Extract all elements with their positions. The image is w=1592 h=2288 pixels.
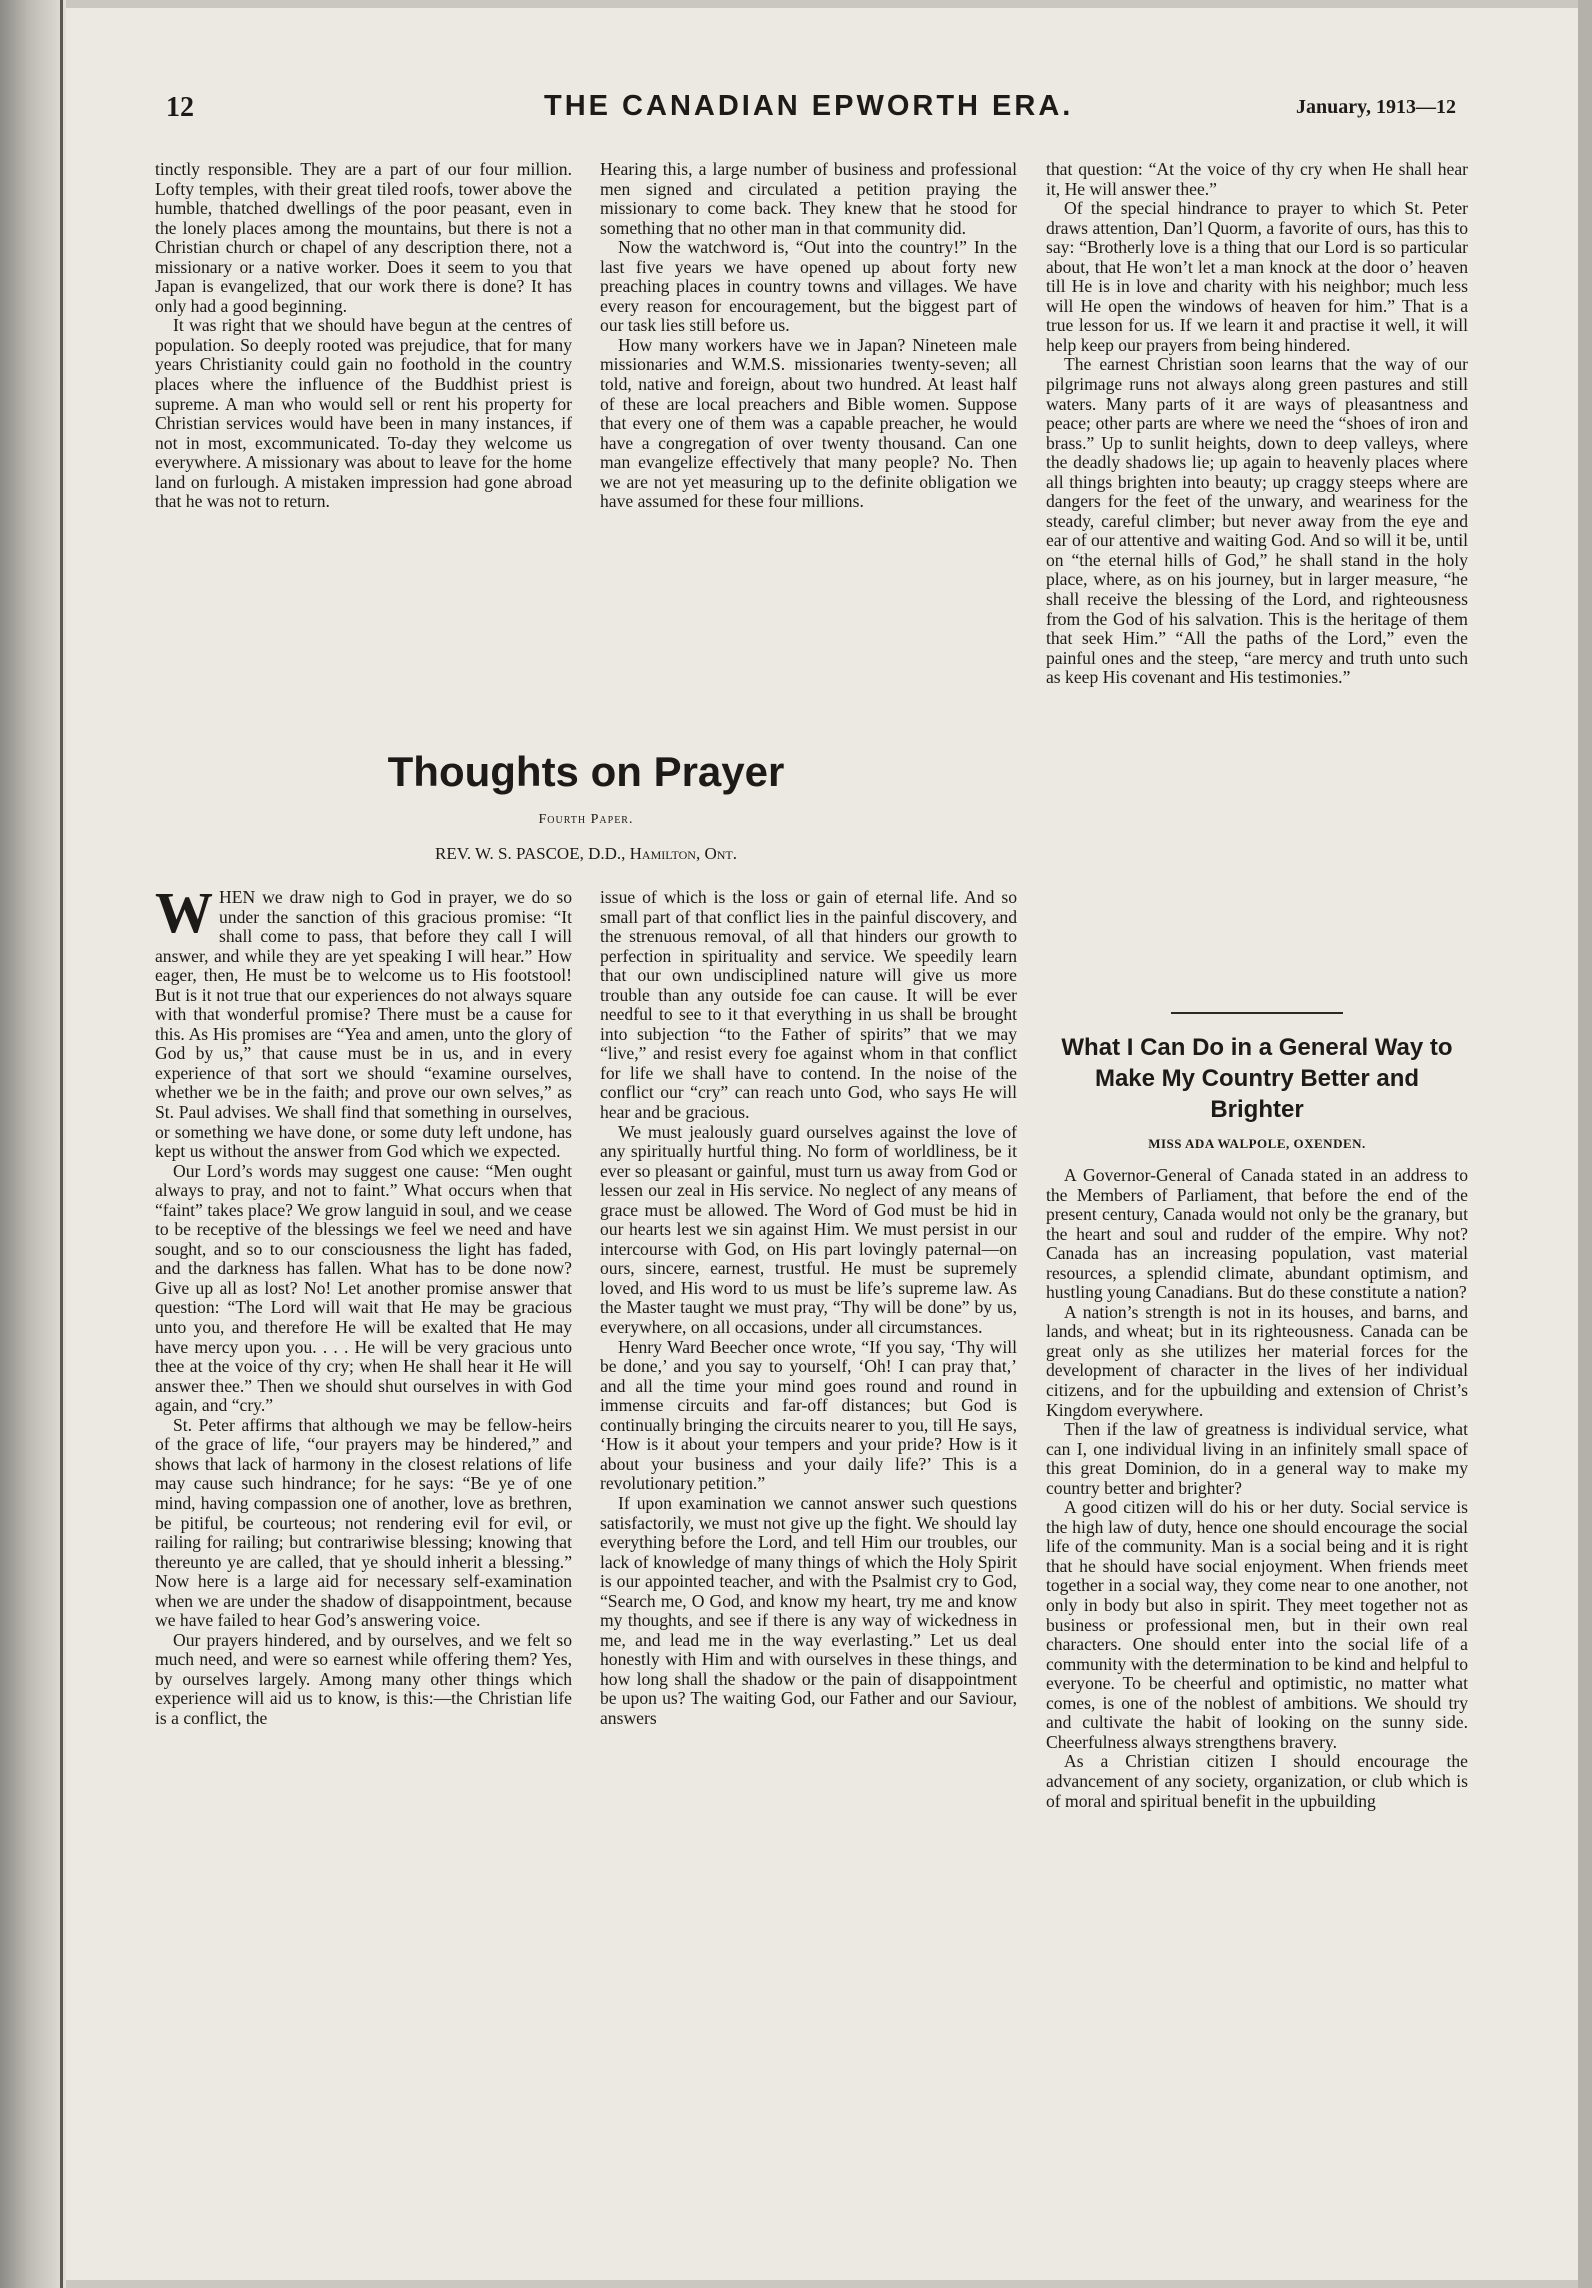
issue-date: January, 1913—12 xyxy=(1296,96,1457,118)
article-byline-2: MISS ADA WALPOLE, OXENDEN. xyxy=(1148,1136,1366,1151)
binding-spine xyxy=(0,0,66,2288)
article-byline xyxy=(155,844,1017,864)
paragraph: tinctly responsible. They are a part of our four million. Lofty temples, with their great tiled roofs, tower above the humble, thatched dwellings of the poor peasant, even in the lonely places among the mountains, but there is not a Christian church or chapel of any description there, not a missionary or a native worker. Does it seem to you that Japan is evangelized, that our work there is done? It has only had a good beginning. xyxy=(155,159,572,316)
paragraph: A nation’s strength is not in its houses, and barns, and lands, and wheat; but in its righteousness. Canada can be great only as she utilizes her material forces for the development of character in the lives of her individual citizens, and for the upbuilding and extension of Christ’s Kingdom everywhere. xyxy=(1046,1301,1468,1420)
page-edge xyxy=(1578,0,1592,2288)
paragraph: If upon examination we cannot answer such questions satisfactorily, we must not give up the fight. We should lay everything before the Lord, and tell Him our troubles, our lack of knowledge of many things of which the Holy Spirit is our appointed teacher, and with the Psalmist cry to God, “Search me, O God, and know my heart, try me and know my thoughts, and see if there is any way of wickedness in me, and lead me in the way everlasting.” Let us deal honestly with Him and with ourselves in these things, and how long shall the shadow or the pain of disappointment be upon us? The waiting God, our Father and our Saviour, answers xyxy=(600,1492,1017,1728)
paragraph: Our Lord’s words may suggest one cause: “Men ought always to pray, and not to faint.” What occurs when that “faint” takes place? We grow languid in soul, and we cease to be receptive of the blessings we feel we need and have sought, and so to our consciousness the light has faded, and the darkness has fallen. What has to be done now? Give up all as lost? No! Let another promise answer that question: “The Lord will wait that He may be gracious unto you, and therefore He will be exalted that He may have mercy upon you. . . . He will be very gracious unto thee at the voice of thy cry; when He shall hear it He will answer thee.” Then we should shut ourselves in with God again, and “cry.” xyxy=(155,1160,572,1416)
paragraph: As a Christian citizen I should encourage the advancement of any society, organization, or club which is of moral and spiritual benefit in the upbuilding xyxy=(1046,1751,1468,1811)
paragraph: that question: “At the voice of thy cry when He shall hear it, He will answer thee.” xyxy=(1046,159,1468,199)
paragraph: We must jealously guard ourselves against the love of any spiritually hurtful thing. No form of worldliness, be it ever so pleasant or gainful, must turn us away from God or lessen our zeal in His service. No neglect of any means of grace must be allowed. The Word of God must be hid in our hearts lest we sin against Him. We must persist in our intercourse with God, on His part lovingly paternal—on ours, sincere, earnest, trustful. He must be supremely loved, and His word to us must be life’s supreme law. As the Master taught we must pray, “Thy will be done” by us, everywhere, on all occasions, under all circumstances. xyxy=(600,1121,1017,1338)
article-column-2 xyxy=(600,888,1017,1729)
article-column-1 xyxy=(155,880,572,1729)
paragraph: A Governor-General of Canada stated in an address to the Members of Parliament, that before the end of the present century, Canada would not only be the granary, but the heart and soul and rudder of the empire. Why not? Canada has an increasing population, vast material resources, a splendid climate, abundant optimism, and hustling young Canadians. But do these constitute a nation? xyxy=(1046,1165,1468,1303)
running-header xyxy=(100,86,1480,126)
paragraph: Now the watchword is, “Out into the country!” In the last five years we have opened up about forty new preaching places in country towns and villages. We have every reason for encouragement, but the biggest part of our task lies still before us. xyxy=(600,237,1017,336)
drop-cap: W xyxy=(155,880,213,945)
paragraph: A good citizen will do his or her duty. Social service is the high law of duty, hence one should encourage the social life of the community. Man is a social being and it is right that he should have social enjoyment. When friends meet together in a social way, they come near to one another, not only in body but also in spirit. They meet together not as business or professional men, but in their own real characters. One should enter into the social life of a community with the determination to be kind and helpful to everyone. To be cheerful and optimistic, no matter what comes, is one of the noblest of ambitions. We should try and cultivate the habit of looking on the sunny side. Cheerfulness always strengthens bravery. xyxy=(1046,1497,1468,1752)
article-title-2: What I Can Do in a General Way to Make My Country Better and Brighter xyxy=(1061,1034,1453,1123)
paragraph: Hearing this, a large number of business and professional men signed and circulated a petition praying the missionary to come back. They knew that he stood for something that no other man in that community did. xyxy=(600,159,1017,238)
paragraph: St. Peter affirms that although we may be fellow-heirs of the grace of life, “our prayers may be hindered,” and shows that lack of harmony in the closest relations of life may cause such hindrance; for he says: “Be ye of one mind, having compassion one of another, love as brethren, be pitiful, be courteous; not rendering evil for evil, or railing for railing; but contrariwise blessing; knowing that thereunto ye are called, that ye should inherit a blessing.” Now here is a large aid for necessary self-examination when we are under the shadow of disappointment, because we have failed to hear God’s answering voice. xyxy=(155,1414,572,1631)
paragraph: Then if the law of greatness is individual service, what can I, one individual living in an infinitely small space of this great Dominion, do in a general way to make my country better and brighter? xyxy=(1046,1419,1468,1498)
paragraph: The earnest Christian soon learns that the way of our pilgrimage runs not always along green pastures and still waters. Many parts of it are ways of pleasantness and peace; other parts are where we need the “shoes of iron and brass.” Up to sunlit heights, down to deep valleys, where the deadly shadows lie; up again to heavenly places where all things brighten into beauty; up craggy steeps where are dangers for the feet of the unwary, and weariness for the steady, careful climber; but never away from the eye and ear of our attentive and waiting God. And so will it be, until on “the eternal hills of God,” he shall stand in the holy place, where, as on his journey, but in larger measure, “he shall receive the blessing of the Lord, and righteousness from the God of his salvation. This is the heritage of them that seek Him.” “All the paths of the Lord,” even the painful ones and the steep, “are mercy and truth unto such as keep His covenant and His testimonies.” xyxy=(1046,354,1468,688)
page-number: 12 xyxy=(166,92,194,123)
paragraph: Of the special hindrance to prayer to which St. Peter draws attention, Dan’l Quorm, a favorite of ours, has this to say: “Brotherly love is a thing that our Lord is so particular about, that He won’t let a man knock at the door o’ heaven till He is in love and charity with his neighbor; much less will He open the windows of heaven for him.” That is a true lesson for us. If we learn it and practise it well, it will help keep our prayers from being hindered. xyxy=(1046,198,1468,355)
author-city: Hamilton, Ont. xyxy=(629,844,737,863)
section-divider xyxy=(1171,1012,1343,1014)
paragraph: How many workers have we in Japan? Nineteen male missionaries and W.M.S. missionaries twenty-seven; all told, native and foreign, about two hundred. At least half of these are local preachers and Bible women. Suppose that every one of them was a capable preacher, he would have a congregation of over twenty thousand. Can one man evangelize effectively that many people? No. Then we are not yet measuring up to the definite obligation we have assumed for these four millions. xyxy=(600,334,1017,512)
paragraph: issue of which is the loss or gain of eternal life. And so small part of that conflict lies in the painful discovery, and the strenuous removal, of all that hinders our growth to perfection in spirituality and service. We speedily learn that our own undisciplined nature will give us more trouble than any outside foe can cause. It will be ever needful to see to it that everything in us shall be brought into subjection “to the Father of spirits” that we may “live,” and resist every foe against whom in that conflict for life we shall have to contend. In the noise of the conflict our “cry” can reach unto God, who says He will hear and be gracious. xyxy=(600,887,1017,1123)
top-column-1 xyxy=(155,160,572,512)
publication-title: THE CANADIAN EPWORTH ERA. xyxy=(544,90,1074,122)
author-name: REV. W. S. PASCOE, D.D., xyxy=(435,844,626,863)
opening-text: HEN we draw nigh to God in prayer, we do so under the sanction of this gracious promise: “It shall come to pass, that before they call I will answer, and while they are yet speaking I will hear.” How eager, then, He must be to welcome us to His footstool! But is it not true that our experiences do not always square with that wonderful promise? There must be a cause for this. As His promises are “Yea and amen, unto the glory of God by us,” that cause must be in us, and in every experience of that sort we should “examine ourselves, whether we be in the faith; and prove our own selves,” as St. Paul advises. We shall find that something in ourselves, or something we have done, or some duty left undone, has kept us without the answer from God which we expected. xyxy=(155,887,572,1162)
paragraph: It was right that we should have begun at the centres of population. So deeply rooted was prejudice, that for many years Christianity could gain no foothold in the country places where the influence of the Buddhist priest is supreme. A man who would sell or rent his property for Christian services would have been in many instances, if not in most, excommunicated. To-day they welcome us everywhere. A missionary was about to leave for the home land on furlough. A mistaken impression had gone abroad that he was not to return. xyxy=(155,315,572,512)
article-title: Thoughts on Prayer xyxy=(387,748,785,795)
binding-edge xyxy=(60,0,63,2288)
article2-column xyxy=(1046,1166,1468,1811)
paragraph: Henry Ward Beecher once wrote, “If you say, ‘Thy will be done,’ and you say to yourself, ‘Oh! I can pray that,’ and all the time your mind goes round and round in immense circuits and far-off distances; but God is continually bringing the circuits nearer to you, till He says, ‘How is it about your tempers and your pride? How is it about your business and your daily life?’ This is a revolutionary petition.” xyxy=(600,1336,1017,1494)
article-subtitle: Fourth Paper. xyxy=(538,812,634,827)
paragraph: Our prayers hindered, and by ourselves, and we felt so much need, and were so earnest while offering them? Yes, by ourselves largely. Among many other things which experience will aid us to know, is this:—the Christian life is a conflict, the xyxy=(155,1629,572,1728)
opening-paragraph xyxy=(155,880,572,1162)
top-column-3 xyxy=(1046,160,1468,688)
top-column-2 xyxy=(600,160,1017,512)
